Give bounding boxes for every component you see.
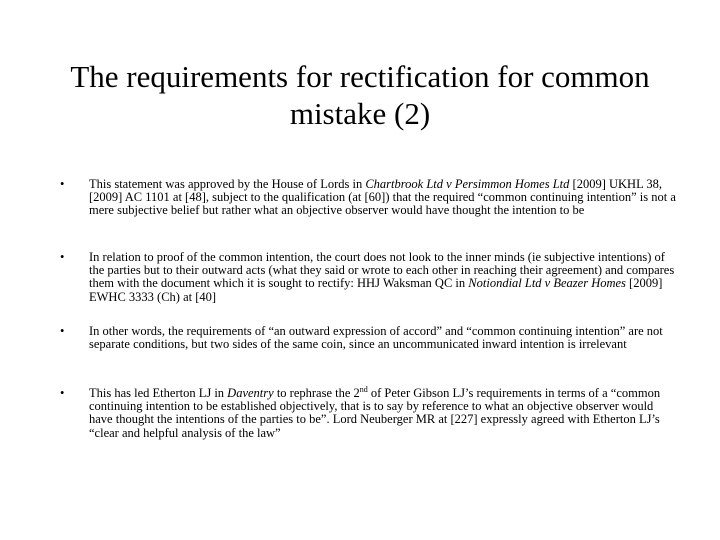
bullet-marker: • bbox=[60, 177, 65, 191]
bullet-text bbox=[89, 178, 679, 218]
text-run: This has led Etherton LJ in bbox=[89, 386, 228, 400]
bullet-marker: • bbox=[60, 386, 65, 400]
case-name: Chartbrook Ltd v Persimmon Homes Ltd bbox=[365, 177, 570, 191]
bullet-text bbox=[89, 251, 679, 304]
bullet-text bbox=[89, 384, 679, 440]
text-run: In relation to proof of the common intention, the court does not look to the inner minds (ie subjective intentions) of the parties but to their outward acts (what they said or wrote to each other in reaching their agreement) and compares them with the document which it is sought to rectify: HHJ Waksman QC in bbox=[89, 250, 675, 291]
text-run: In other words, the requirements of “an outward expression of accord” and “common continuing intention” are not separate conditions, but two sides of the same coin, since an uncommunicated inward intention is irrelevant bbox=[89, 324, 663, 352]
case-name: Notiondial Ltd v Beazer Homes bbox=[468, 276, 626, 291]
text-run: of Peter Gibson LJ’s requirements in terms of a “common continuing intention to be established objectively, that is to say by reference to what an objective observer would have thought the intentions of the parties to be”. Lord Neuberger MR at [227] expressly agreed with Etherton LJ’s “clear and helpful analysis of the law” bbox=[89, 386, 661, 440]
text-run: [2009] EWHC 3333 (Ch) at [40] bbox=[89, 276, 663, 304]
text-run: to rephrase the 2 bbox=[273, 386, 360, 400]
ordinal-suffix: nd bbox=[359, 384, 368, 394]
case-name: Daventry bbox=[227, 386, 274, 400]
text-run: This statement was approved by the House of Lords in bbox=[89, 177, 366, 191]
slide-title: The requirements for rectification for common mistake (2) bbox=[70, 59, 650, 131]
bullet-text bbox=[89, 325, 679, 351]
bullet-marker: • bbox=[60, 324, 65, 338]
bullet-marker: • bbox=[60, 250, 65, 264]
text-run: [2009] UKHL 38, [2009] AC 1101 at [48], subject to the qualification (at [60]) that the required “common continuing intention” is not a mere subjective belief but rather what an objective observer would have thought the intention to be bbox=[89, 177, 676, 218]
